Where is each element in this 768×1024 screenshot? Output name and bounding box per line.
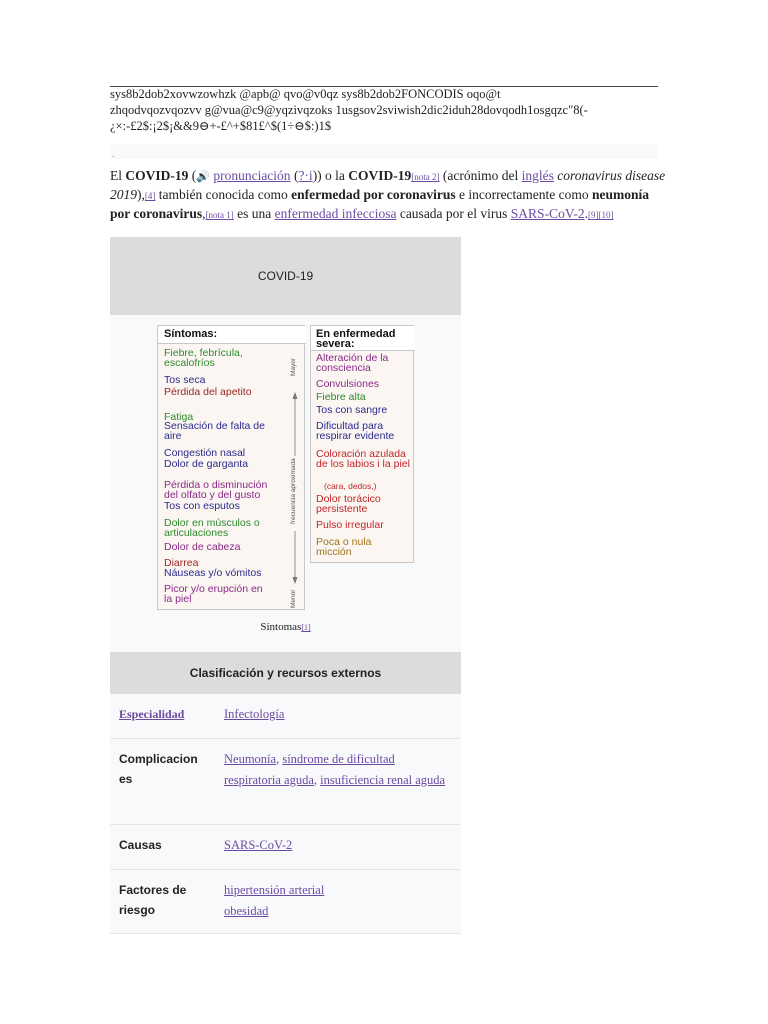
garbled-line: zhqodvqozvqozvv g@vua@c9@yqzivqzoks 1usgsov2sviwish2dic2iduh28dovqodh1osgqzc"8(- (110, 103, 588, 117)
gray-strip: . (110, 144, 658, 159)
symptom-item: Tos seca (164, 374, 206, 386)
left-panel-title: Síntomas: (164, 328, 218, 340)
row-complicaciones (110, 739, 461, 825)
link-ref-4[interactable]: [4] (144, 191, 156, 201)
symptom-item: Diarrea (164, 557, 199, 569)
symptom-item: Náuseas y/o vómitos (164, 567, 262, 579)
speaker-icon[interactable]: 🔊 (196, 171, 210, 183)
term-covid-2: COVID-19 (348, 168, 412, 183)
link-help[interactable]: ?·i (298, 168, 313, 183)
row-factores-riesgo (110, 870, 461, 934)
row-causas (110, 825, 461, 870)
frequency-axis (288, 346, 302, 606)
link-infectologia[interactable]: Infectología (224, 707, 285, 721)
term-covid: COVID-19 (125, 168, 189, 183)
symptom-item: Picor y/o erupción en la piel (164, 583, 263, 605)
symptom-item: Dolor torácico persistente (316, 493, 381, 515)
symptom-item: Pérdida del apetito (164, 386, 252, 398)
symptoms-image[interactable] (110, 315, 461, 652)
link-ref-10[interactable]: [10] (598, 210, 614, 220)
key-causas: Causas (119, 838, 162, 852)
intro-paragraph: El COVID-19 (🔊 pronunciación (?·i)) o la COVID-19[nota 2] (acrónimo del inglés coronavirus disease 2019),[4] también conocida como enfermedad por coronavirus e incorrectamente como neumonía por coronavirus,[nota 1] es una enfermedad infecciosa causada por el virus SARS-CoV-2.[9][10] (110, 168, 666, 221)
key-factores-riesgo: Factores de riesgo (119, 883, 187, 917)
axis-mid-label: frecuencia aproximada (290, 458, 297, 524)
right-panel-title: En enfermedad severa: (316, 328, 396, 350)
infobox (110, 237, 461, 934)
link-sars-cov-2[interactable]: SARS-CoV-2 (510, 206, 585, 221)
symptom-item: Tos con sangre (316, 404, 388, 416)
link-obesidad[interactable]: obesidad (224, 903, 269, 918)
axis-bottom-label: Menor (290, 589, 297, 608)
garbled-header (110, 86, 670, 134)
link-ref-9[interactable]: [9] (587, 210, 599, 220)
garbled-line: ¿×:-£2$:¡2$¡&&9⊖+-£^+$81£^$(1÷⊖$:)1$ (110, 119, 332, 133)
symptom-item: Pulso irregular (316, 519, 384, 531)
symptom-item: Coloración azulada de los labios i la piel (316, 448, 410, 470)
section-classification: Clasificación y recursos externos (110, 652, 461, 694)
axis-top-label: Mayor (290, 357, 297, 376)
infobox-title: COVID-19 (110, 237, 461, 315)
link-neumonia[interactable]: Neumonía (224, 752, 277, 766)
symptoms-panel-left (157, 325, 305, 610)
symptoms-panel-right (310, 325, 414, 563)
link-enfermedad-infecciosa[interactable]: enfermedad infecciosa (274, 206, 397, 221)
link-ingles[interactable]: inglés (521, 168, 554, 183)
symptom-item: (cara, dedos,) (324, 481, 377, 491)
symptom-item: Convulsiones (316, 378, 380, 390)
symptom-item: Pérdida o disminución del olfato y del gusto (164, 479, 268, 501)
symptom-item: Tos con esputos (164, 500, 240, 512)
complicaciones-values: Neumonía, síndrome de dificultad respiratoria aguda, insuficiencia renal aguda (224, 752, 446, 787)
link-sdra[interactable]: síndrome de dificultad respiratoria aguda (224, 752, 395, 787)
symptom-item: Dolor de garganta (164, 458, 249, 470)
symptom-item: Fiebre alta (316, 391, 366, 403)
row-especialidad (110, 694, 461, 739)
symptom-item: Dificultad para respirar evidente (316, 420, 395, 442)
symptom-item: Congestión nasal (164, 447, 246, 459)
symptom-item: Dolor en músculos o articulaciones (164, 517, 260, 539)
symptom-item: Sensación de falta de aire (164, 420, 265, 442)
link-ref-1[interactable]: [1] (301, 623, 311, 632)
garbled-line: sys8b2dob2xovwzowhzk @apb@ qvo@v0qz sys8b2dob2FONCODIS oqo@t (110, 87, 501, 101)
symptom-item: Fiebre, febrícula, escalofríos (164, 347, 243, 369)
link-nota-1[interactable]: [nota 1] (205, 210, 234, 220)
key-especialidad[interactable]: Especialidad (119, 707, 185, 721)
symptom-item: Fatiga (164, 411, 194, 423)
symptom-item: Alteración de la consciencia (316, 352, 389, 374)
symptom-item: Poca o nula micción (316, 536, 372, 558)
image-caption: Síntomas[1] (260, 621, 311, 633)
link-hipertension[interactable]: hipertensión arterial (224, 883, 325, 897)
link-sars-cov-2-causas[interactable]: SARS-CoV-2 (224, 838, 293, 852)
link-nota-2[interactable]: [nota 2] (411, 172, 440, 182)
symptoms-diagram (157, 325, 414, 613)
link-insuficiencia-renal[interactable]: insuficiencia renal aguda (320, 772, 446, 787)
symptom-item: Dolor de cabeza (164, 541, 241, 553)
link-pronunciacion[interactable]: pronunciación (213, 168, 291, 183)
key-complicaciones: Complicacion es (119, 752, 198, 786)
